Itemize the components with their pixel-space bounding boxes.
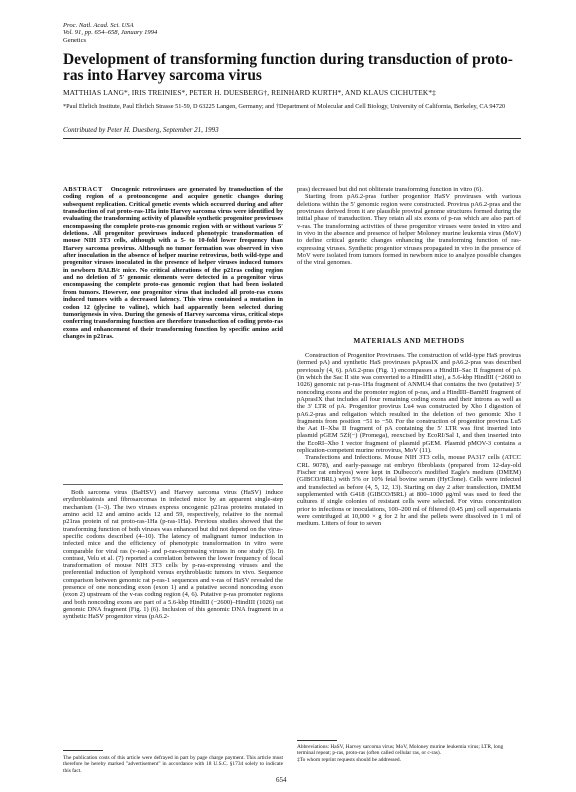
abbreviations-rule xyxy=(297,740,337,741)
journal-name: Proc. Natl. Acad. Sci. USA xyxy=(63,22,134,29)
abstract-text: Oncogenic retroviruses are generated by transduction of the coding region of a protooncogene and acquire genetic changes during subsequent replication. Critical genetic events which occurred during and after transduction of rat proto-ras-1Ha into Harvey sarcoma virus were identified by evaluating the transforming activity of plausible synthetic progenitor proviruses encompassing the complete proto-ras genomic region with or without various 5′ deletions. All progenitor proviruses induced phenotypic transformation of mouse NIH 3T3 cells, although with a 5- to 10-fold lower frequency than Harvey sarcoma provirus. Although no tumor formation was observed in vivo after inoculation in the absence of helper murine retrovirus, both wild-type and progenitor viruses inoculated in the presence of helper viruses induced tumors in newborn BALB/c mice. No critical alterations of the p21ras coding region and no deletion of 5′ genomic elements were detected in a progenitor virus encompassing the complete proto-ras genomic region that had been isolated from tumors. However, one progenitor virus that included all proto-ras exons induced tumors with a decreased latency. This virus contained a mutation in codon 12 (glycine to valine), which had apparently been selected during tumorigenesis in vivo. During the genesis of Harvey sarcoma virus, critical steps conferring transforming function are therefore transduction of coding proto-ras exons and enhancement of their transforming function by specific amino acid changes in p21ras. xyxy=(63,186,284,340)
methods-paragraph: Construction of Progenitor Proviruses. The construction of wild-type HaS provirus (termed pA) and synthetic HaS proviruses pAprasIX and pA6.2-pras was described previously (4, 6). pA6.2-pras (Fig. 1) encompasses a HindIII–Sac II fragment of pA (in which the Sac II site was converted to a HindIII site), a 5.6-kbp HindIII (−2600 to 1026) genomic rat p-ras-1Ha fragment of ANMU4 that contains the two (putative) 5′ noncoding exons and the promoter region of p-ras, and a HindIII–BamHI fragment of pAprasIX that includes all four remaining coding exons and their introns as well as the 3′ LTR of pA. Progenitor provirus Lu4 was constructed by Xho I digestion of pA6.2-pras and religation which resulted in the deletion of two genomic Xho I fragments from position −51 to −50. For the construction of progenitor provirus Lu5 the Aat II–Xba II fragment of pA containing the 5′ LTR was first inserted into plasmid pGEM 5Zf(−) (Promega), reexcised by EcoRI/Sal I, and then inserted into the EcoRI–Xho I vector fragment of plasmid pGEM. Plasmid pMOV-3 contains a replication-competent murine retrovirus, MoV (11). xyxy=(297,352,521,455)
abbreviations: Abbreviations: HaSV, Harvey sarcoma virus; MoV, Moloney murine leukemia virus; LTR, long terminal repeat; p-ras, proto-ras (often called cellular ras, or c-ras). xyxy=(297,744,504,757)
page-number: 654 xyxy=(276,776,287,784)
methods-paragraph: Transfections and Infections. Mouse NIH 3T3 cells, mouse PA317 cells (ATCC CRL 9078), and early-passage rat embryo fibroblasts (prepared from 12-day-old Fischer rat embryos) were kept in Dulbecco's modified Eagle's medium (DMEM) (GIBCO/BRL) with 5% or 10% fetal bovine serum (HyClone). Cells were infected and transfected as before (4, 5, 12, 13). Starting on day 2 after transfection, DMEM supplemented with G418 (GIBCO/BRL) at 800–1000 μg/ml was used to feed the cultures if single colonies of resistant cells were selected. For virus concentration prior to infections or inoculations, 100–200 ml of filtered (0.45 μm) cell supernatants were centrifuged at 10,000 × g for 2 hr and the pellets were dissolved in 1 ml of medium. Litters of four to seven xyxy=(297,454,521,528)
abstract xyxy=(63,186,283,340)
abstract-separator xyxy=(63,484,283,485)
intro-paragraph: Both sarcoma virus (BaHSV) and Harvey sarcoma virus (HaSV) induce erythroblastosis and fibrosarcomas in infected mice by an apparent single-step mechanism (1–3). The two viruses express oncogenic p21ras proteins mutated in amino acid 12 and amino acids 12 and 59, respectively, relative to the normal p21ras protein of rat proto-ras-1Ha (p-ras-1Ha). Previous studies showed that the transforming function of both viruses was enhanced but did not depend on the virus-specific codons described (4–10). The latency of malignant tumor induction in infected mice and the efficiency of phenotypic transformation in vitro were comparable for viral ras (v-ras)- and p-ras-expressing viruses in one study (5). In contrast, Velu et al. (7) reported a correlation between the lower frequency of focal transformation of mouse NIH 3T3 cells by p-ras-expressing viruses and the preferential induction of lymphoid versus erythroblastic tumors in vivo. Sequence comparison between genomic rat p-ras-1 sequences and v-ras of HaSV revealed the presence of one noncoding exon (exon 1) and a putative second noncoding exon (exon 2) upstream of the v-ras coding region (4, 6). Putative p-ras promoter regions and both noncoding exons are part of a 5.6-kbp HindIII (−2600)–HindIII (1026) rat genomic DNA fragment (Fig. 1) (6). Inclusion of this genomic DNA fragment in a synthetic HaSV progenitor virus (pA6.2- xyxy=(63,489,283,621)
abbreviations-block xyxy=(297,744,521,763)
footnote-rule xyxy=(63,750,103,751)
methods-heading: MATERIALS AND METHODS xyxy=(353,337,465,345)
corresponding-author-note: ‡To whom reprint requests should be addressed. xyxy=(297,756,401,763)
affiliations: *Paul Ehrlich Institute, Paul Ehrlich Strasse 51-59, D 63225 Langen, Germany; and †Department of Molecular and Cell Biology, University of California, Berkeley, CA 94720 xyxy=(63,103,506,110)
intro-paragraph: Starting from pA6.2-pras further progenitor HaSV proviruses with various deletions within the 5′ genomic region were constructed. Provirus pA6.2-pras and the proviruses derived from it are plausible proviral genome structures formed during the initial phase of transduction. They retain all six exons of p-ras which are also part of v-ras. The transforming activities of these progenitor viruses were tested in vitro and in vivo in the absence and presence of helper Moloney murine leukemia virus (MoV) to define critical genetic changes enhancing the transforming function of ras-expressing viruses. Synthetic progenitor viruses propagated in vivo in the presence of MoV were isolated from tumors formed in newborn mice to analyze possible changes of the viral genomes. xyxy=(297,193,521,267)
methods-section xyxy=(297,352,521,528)
author-list: MATTHIAS LANG*, IRIS TREINIES*, PETER H. DUESBERG†, REINHARD KURTH*, AND KLAUS CICHUTEK*‡ xyxy=(63,88,436,97)
volume-info: Vol. 91, pp. 654–658, January 1994 xyxy=(63,29,158,37)
intro-column-right xyxy=(297,186,521,266)
section-name: Genetics xyxy=(63,36,87,44)
intro-column-left xyxy=(63,489,283,621)
running-header xyxy=(63,22,157,44)
intro-paragraph: pras) decreased but did not obliterate transforming function in vitro (6). xyxy=(297,186,484,193)
contributed-by: Contributed by Peter H. Duesberg, September 21, 1993 xyxy=(63,126,219,134)
article-title: Development of transforming function during transduction of proto-ras into Harvey sarcoma virus xyxy=(63,51,513,84)
publication-cost-note: The publication costs of this article were defrayed in part by page charge payment. This article must therefore be hereby marked "advertisement" in accordance with 18 U.S.C. §1734 solely to indicate this fact. xyxy=(63,755,283,774)
abstract-label: ABSTRACT xyxy=(63,186,103,193)
header-rule xyxy=(63,138,521,139)
